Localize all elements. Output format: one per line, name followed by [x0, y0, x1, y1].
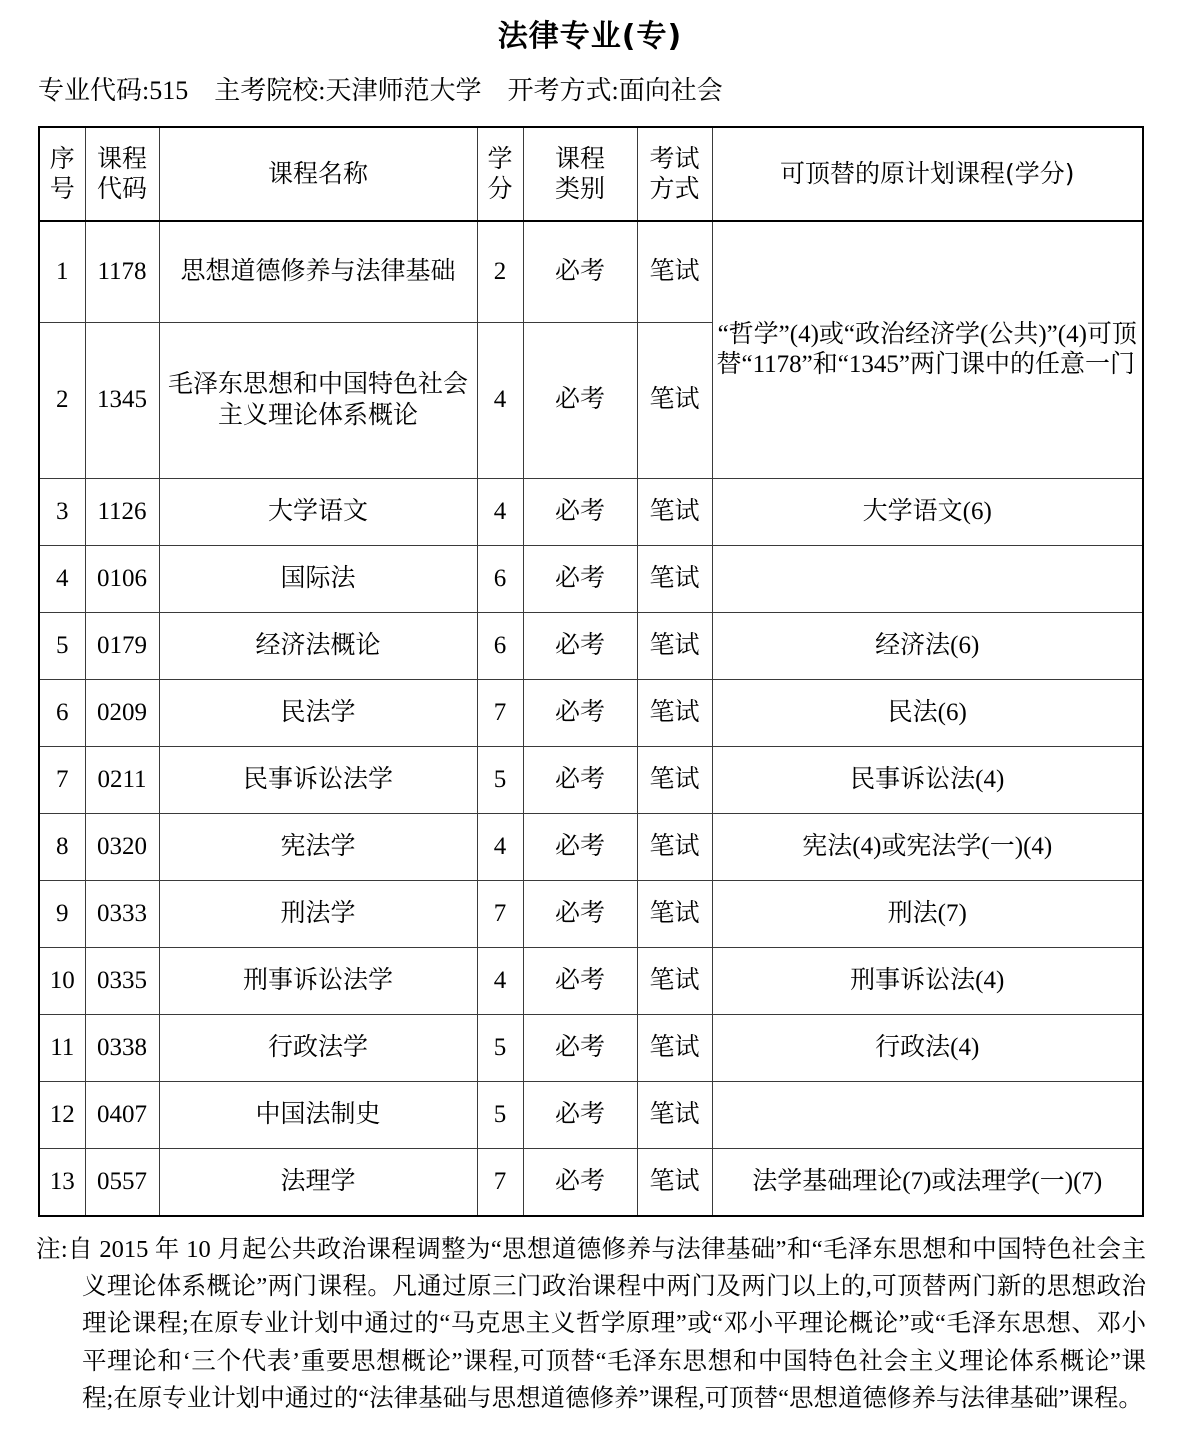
cell-name: 毛泽东思想和中国特色社会主义理论体系概论 — [159, 323, 477, 479]
cell-code: 0407 — [85, 1082, 159, 1149]
cell-no: 13 — [39, 1149, 85, 1217]
cell-replaceable: 法学基础理论(7)或法理学(一)(7) — [712, 1149, 1143, 1217]
cell-name: 刑事诉讼法学 — [159, 948, 477, 1015]
table-row — [39, 680, 1143, 747]
cell-exam-mode: 笔试 — [637, 323, 712, 479]
cell-code: 0320 — [85, 814, 159, 881]
cell-name: 国际法 — [159, 546, 477, 613]
column-header-name: 课程名称 — [159, 127, 477, 221]
host-school-label: 主考院校: — [214, 76, 326, 105]
course-plan-table — [38, 126, 1144, 1217]
table-row — [39, 747, 1143, 814]
table-row — [39, 1015, 1143, 1082]
table-row — [39, 814, 1143, 881]
cell-credits: 5 — [477, 747, 523, 814]
major-code-value: 515 — [149, 76, 189, 105]
cell-replaceable: 行政法(4) — [712, 1015, 1143, 1082]
cell-no: 11 — [39, 1015, 85, 1082]
cell-name: 宪法学 — [159, 814, 477, 881]
cell-credits: 7 — [477, 881, 523, 948]
cell-exam-mode: 笔试 — [637, 680, 712, 747]
cell-credits: 4 — [477, 814, 523, 881]
cell-exam-mode: 笔试 — [637, 613, 712, 680]
cell-replaceable: 宪法(4)或宪法学(一)(4) — [712, 814, 1143, 881]
column-header-replaceable: 可顶替的原计划课程(学分) — [712, 127, 1143, 221]
major-code-label: 专业代码: — [38, 76, 150, 105]
column-header-code: 课程 代码 — [85, 127, 159, 221]
cell-no: 1 — [39, 221, 85, 323]
table-row — [39, 1082, 1143, 1149]
cell-exam-mode: 笔试 — [637, 1082, 712, 1149]
cell-name: 民事诉讼法学 — [159, 747, 477, 814]
cell-code: 0333 — [85, 881, 159, 948]
cell-name: 民法学 — [159, 680, 477, 747]
document-meta-line — [0, 52, 1180, 104]
cell-category: 必考 — [523, 323, 637, 479]
cell-name: 经济法概论 — [159, 613, 477, 680]
cell-no: 2 — [39, 323, 85, 479]
cell-category: 必考 — [523, 1082, 637, 1149]
cell-code: 1178 — [85, 221, 159, 323]
cell-category: 必考 — [523, 1149, 637, 1217]
cell-name: 中国法制史 — [159, 1082, 477, 1149]
cell-credits: 4 — [477, 948, 523, 1015]
cell-exam-mode: 笔试 — [637, 814, 712, 881]
cell-code: 1345 — [85, 323, 159, 479]
cell-category: 必考 — [523, 1015, 637, 1082]
cell-replaceable: 刑事诉讼法(4) — [712, 948, 1143, 1015]
cell-credits: 4 — [477, 323, 523, 479]
cell-exam-mode: 笔试 — [637, 221, 712, 323]
cell-no: 9 — [39, 881, 85, 948]
cell-category: 必考 — [523, 680, 637, 747]
cell-code: 0557 — [85, 1149, 159, 1217]
footnote: 注:自 2015 年 10 月起公共政治课程调整为“思想道德修养与法律基础”和“毛泽东思想和中国特色社会主义理论体系概论”两门课程。凡通过原三门政治课程中两门及两门以上的,可顶替两门新的思想政治理论课程;在原专业计划中通过的“马克思主义哲学原理”或“邓小平理论概论”或“毛泽东思想、邓小平理论和‘三个代表’重要思想概论”课程,可顶替“毛泽东思想和中国特色社会主义理论体系概论”课程;在原专业计划中通过的“法律基础与思想道德修养”课程,可顶替“思想道德修养与法律基础”课程。 — [36, 1236, 1146, 1412]
cell-credits: 5 — [477, 1082, 523, 1149]
cell-replaceable: 民事诉讼法(4) — [712, 747, 1143, 814]
course-plan-table-wrap — [0, 104, 1180, 1217]
cell-code: 1126 — [85, 479, 159, 546]
cell-credits: 5 — [477, 1015, 523, 1082]
cell-category: 必考 — [523, 546, 637, 613]
cell-credits: 4 — [477, 479, 523, 546]
cell-code: 0338 — [85, 1015, 159, 1082]
cell-credits: 7 — [477, 1149, 523, 1217]
cell-code: 0106 — [85, 546, 159, 613]
cell-code: 0209 — [85, 680, 159, 747]
cell-code: 0179 — [85, 613, 159, 680]
table-body — [39, 221, 1143, 1216]
cell-exam-mode: 笔试 — [637, 881, 712, 948]
cell-category: 必考 — [523, 221, 637, 323]
cell-no: 10 — [39, 948, 85, 1015]
cell-name: 刑法学 — [159, 881, 477, 948]
cell-credits: 6 — [477, 546, 523, 613]
column-header-category: 课程 类别 — [523, 127, 637, 221]
cell-no: 8 — [39, 814, 85, 881]
cell-name: 大学语文 — [159, 479, 477, 546]
cell-replaceable: 刑法(7) — [712, 881, 1143, 948]
cell-category: 必考 — [523, 814, 637, 881]
table-row — [39, 948, 1143, 1015]
cell-credits: 2 — [477, 221, 523, 323]
cell-name: 法理学 — [159, 1149, 477, 1217]
table-row — [39, 221, 1143, 323]
cell-category: 必考 — [523, 747, 637, 814]
cell-category: 必考 — [523, 479, 637, 546]
cell-no: 7 — [39, 747, 85, 814]
cell-code: 0211 — [85, 747, 159, 814]
table-row — [39, 881, 1143, 948]
column-header-exam-mode: 考试 方式 — [637, 127, 712, 221]
cell-no: 4 — [39, 546, 85, 613]
cell-name: 思想道德修养与法律基础 — [159, 221, 477, 323]
cell-exam-mode: 笔试 — [637, 479, 712, 546]
cell-no: 5 — [39, 613, 85, 680]
cell-replaceable: 经济法(6) — [712, 613, 1143, 680]
cell-no: 12 — [39, 1082, 85, 1149]
cell-replaceable — [712, 1082, 1143, 1149]
host-school-value: 天津师范大学 — [325, 76, 482, 105]
cell-category: 必考 — [523, 881, 637, 948]
table-header-row — [39, 127, 1143, 221]
cell-no: 6 — [39, 680, 85, 747]
cell-replaceable-merged: “哲学”(4)或“政治经济学(公共)”(4)可顶替“1178”和“1345”两门课中的任意一门 — [712, 221, 1143, 479]
cell-exam-mode: 笔试 — [637, 747, 712, 814]
cell-replaceable — [712, 546, 1143, 613]
table-row — [39, 479, 1143, 546]
table-row — [39, 1149, 1143, 1217]
cell-name: 行政法学 — [159, 1015, 477, 1082]
column-header-no: 序 号 — [39, 127, 85, 221]
column-header-credits: 学 分 — [477, 127, 523, 221]
cell-exam-mode: 笔试 — [637, 948, 712, 1015]
cell-category: 必考 — [523, 613, 637, 680]
cell-category: 必考 — [523, 948, 637, 1015]
cell-credits: 6 — [477, 613, 523, 680]
cell-exam-mode: 笔试 — [637, 1015, 712, 1082]
cell-code: 0335 — [85, 948, 159, 1015]
cell-credits: 7 — [477, 680, 523, 747]
cell-replaceable: 大学语文(6) — [712, 479, 1143, 546]
cell-exam-mode: 笔试 — [637, 546, 712, 613]
table-row — [39, 613, 1143, 680]
cell-no: 3 — [39, 479, 85, 546]
exam-mode-value: 面向社会 — [618, 76, 723, 105]
exam-mode-label: 开考方式: — [507, 76, 619, 105]
cell-exam-mode: 笔试 — [637, 1149, 712, 1217]
page-title: 法律专业(专) — [497, 19, 683, 54]
table-row — [39, 546, 1143, 613]
cell-replaceable: 民法(6) — [712, 680, 1143, 747]
